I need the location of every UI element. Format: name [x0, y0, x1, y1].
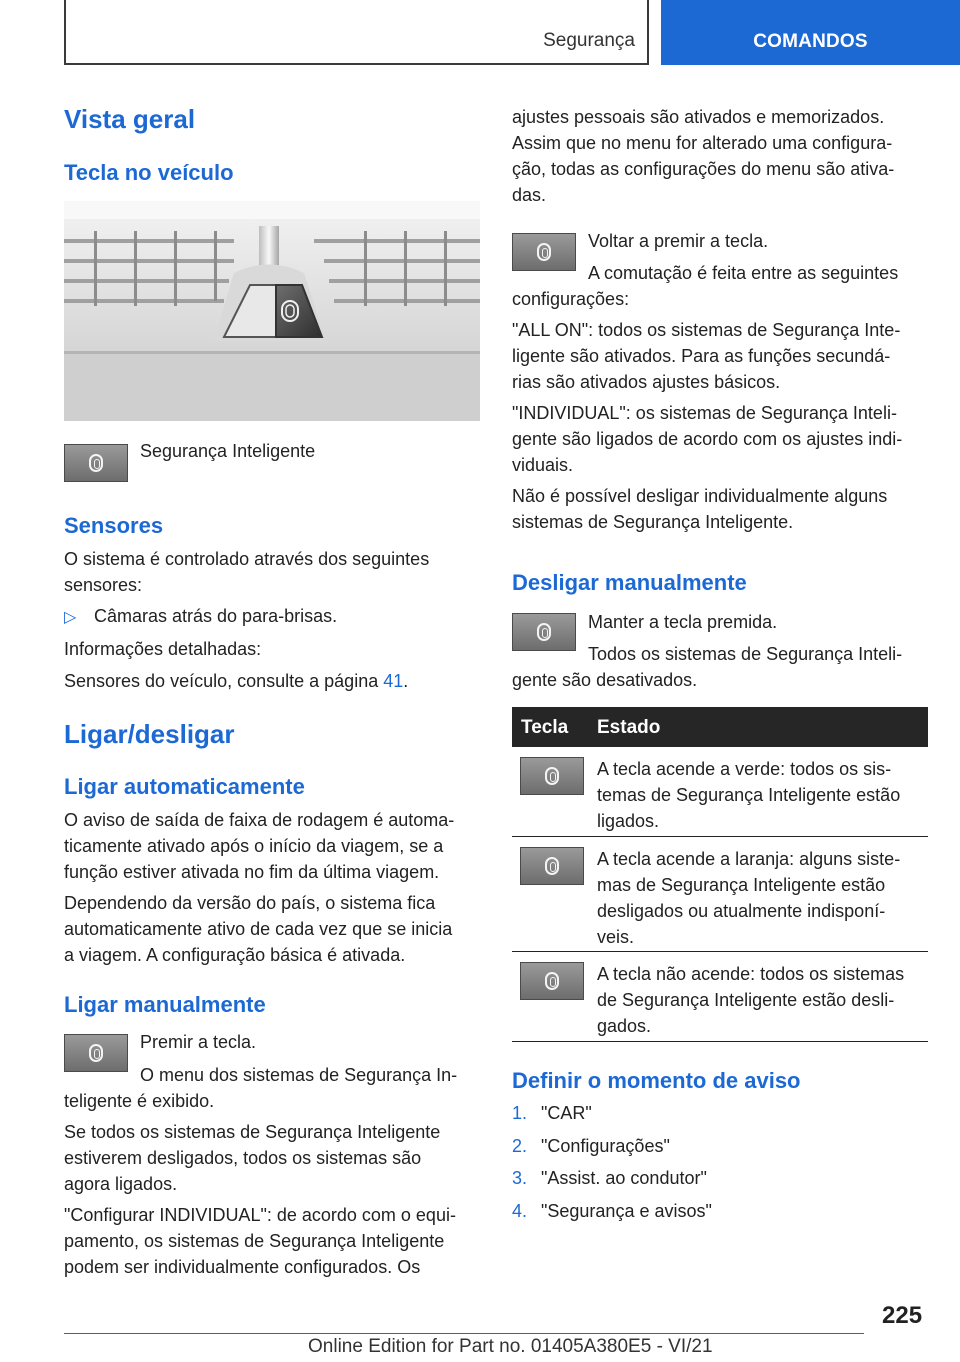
auto-paragraph-2-line-3: a viagem. A configuração básica é ativada.: [64, 945, 406, 965]
section-title-on-off: Ligar/desligar: [64, 719, 235, 749]
manual-paragraph-3-line-1: Se todos os sistemas de Segurança Inteligente: [64, 1122, 441, 1142]
step-text-driver-assist[interactable]: "Assist. ao condutor": [541, 1168, 707, 1188]
press-again-line-2: A comutação é feita entre as seguintes: [588, 263, 899, 283]
step-text-car[interactable]: "CAR": [541, 1103, 592, 1123]
auto-paragraph-2-line-2: automaticamente ativo de cada vez que se inicia: [64, 919, 453, 939]
step-number: 1.: [512, 1103, 528, 1123]
page-number: 225: [882, 1302, 923, 1329]
row-line: de Segurança Inteligente estão desli-: [597, 990, 895, 1010]
sensors-text-line-1: O sistema é controlado através dos seguintes: [64, 549, 430, 569]
step-number: 4.: [512, 1201, 528, 1221]
table-header-status: Estado: [597, 717, 661, 738]
press-again-line-1: Voltar a premir a tecla.: [588, 231, 769, 251]
hold-key-line: Manter a tecla premida.: [588, 612, 778, 632]
safety-button-icon: [64, 444, 128, 482]
section-title-overview: Vista geral: [64, 104, 196, 134]
footer-edition-text: Online Edition for Part no. 01405A380E5 - VI/21: [308, 1336, 713, 1357]
auto-paragraph-2-line-1: Dependendo da versão do país, o sistema fica: [64, 893, 436, 913]
all-on-line-2: ligente são ativados. Para as funções secundá-: [512, 346, 891, 366]
subsection-title-auto: Ligar automaticamente: [64, 774, 305, 799]
safety-button-icon: [512, 233, 576, 271]
manual-paragraph-3-line-3: agora ligados.: [64, 1174, 178, 1194]
deactivated-line-2: gente são desativados.: [512, 670, 698, 690]
subsection-title-warning-time: Definir o momento de aviso: [512, 1068, 801, 1093]
row-line: mas de Segurança Inteligente estão: [597, 875, 886, 895]
table-row-text: [597, 961, 925, 1039]
deactivated-line-1: Todos os sistemas de Segurança Inteli-: [588, 644, 903, 664]
auto-paragraph-1-line-3: função estiver ativada no fim da última viagem.: [64, 862, 440, 882]
info-text-body: Sensores do veículo, consulte a página: [64, 671, 379, 691]
step-text-safety-warnings[interactable]: "Segurança e avisos": [541, 1201, 712, 1221]
bullet-item-camera: Câmaras atrás do para-brisas.: [94, 606, 338, 626]
individual-line-2: gente são ligados de acordo com os ajustes indi-: [512, 429, 903, 449]
bullet-triangle-icon: ▷: [64, 609, 77, 626]
not-possible-line-2: sistemas de Segurança Inteligente.: [512, 512, 794, 532]
individual-line-3: viduais.: [512, 455, 574, 475]
info-label: Informações detalhadas:: [64, 639, 262, 659]
info-text-period: .: [403, 671, 409, 691]
manual-paragraph-4-line-1: "Configurar INDIVIDUAL": de acordo com o equi-: [64, 1205, 456, 1225]
step-text-settings[interactable]: "Configurações": [541, 1136, 670, 1156]
info-text: [64, 668, 408, 694]
subsection-title-key: Tecla no veículo: [64, 160, 234, 185]
row-line: desligados ou atualmente indisponí-: [597, 901, 886, 921]
sensors-text-line-2: sensores:: [64, 575, 143, 595]
vehicle-key-photo: [64, 201, 480, 421]
safety-button-icon: [520, 757, 584, 795]
table-row: [512, 837, 928, 952]
subsection-title-manual-on: Ligar manualmente: [64, 992, 266, 1017]
page-reference-link[interactable]: 41: [383, 671, 404, 691]
step-number: 3.: [512, 1168, 528, 1188]
manual-step-menu-line-2: teligente é exibido.: [64, 1091, 215, 1111]
header-chapter-tab[interactable]: COMANDOS: [661, 0, 960, 65]
subsection-title-manual-off: Desligar manualmente: [512, 570, 747, 595]
safety-button-icon: [64, 1034, 128, 1072]
not-possible-line-1: Não é possível desligar individualmente alguns: [512, 486, 888, 506]
subsection-title-sensors: Sensores: [64, 513, 164, 538]
row-line: ligados.: [597, 811, 660, 831]
footer-divider: [64, 1333, 864, 1334]
header-frame: [64, 0, 649, 65]
continued-paragraph-line-3: ção, todas as configurações do menu são ativa-: [512, 159, 895, 179]
manual-step-press: Premir a tecla.: [140, 1032, 257, 1052]
auto-paragraph-1-line-2: ticamente ativado após o início da viagem, se a: [64, 836, 444, 856]
continued-paragraph-line-4: das.: [512, 185, 547, 205]
row-line: veis.: [597, 927, 635, 947]
auto-paragraph-1-line-1: O aviso de saída de faixa de rodagem é automa-: [64, 810, 455, 830]
key-status-table: [512, 707, 928, 1042]
icon-caption: Segurança Inteligente: [140, 441, 316, 461]
row-line: A tecla acende a verde: todos os sis-: [597, 759, 892, 779]
continued-paragraph-line-1: ajustes pessoais são ativados e memorizados.: [512, 107, 885, 127]
row-line: temas de Segurança Inteligente estão: [597, 785, 901, 805]
header-section-title: Segurança: [543, 30, 635, 51]
manual-paragraph-3-line-2: estiverem desligados, todos os sistemas são: [64, 1148, 422, 1168]
table-header: [512, 707, 928, 747]
table-row-text: [597, 846, 925, 950]
safety-button-icon: [520, 962, 584, 1000]
row-line: A tecla acende a laranja: alguns siste-: [597, 849, 901, 869]
row-line: gados.: [597, 1016, 652, 1036]
safety-button-icon: [520, 847, 584, 885]
table-row: [512, 747, 928, 837]
individual-line-1: "INDIVIDUAL": os sistemas de Segurança Inteli-: [512, 403, 897, 423]
table-row: [512, 952, 928, 1042]
manual-paragraph-4-line-3: podem ser individualmente configurados. Os: [64, 1257, 421, 1277]
all-on-line-3: rias são ativados ajustes básicos.: [512, 372, 781, 392]
step-number: 2.: [512, 1136, 528, 1156]
manual-paragraph-4-line-2: pamento, os sistemas de Segurança Inteligente: [64, 1231, 445, 1251]
manual-step-menu-line-1: O menu dos sistemas de Segurança In-: [140, 1065, 458, 1085]
table-row-text: [597, 756, 925, 834]
safety-button-icon: [512, 613, 576, 651]
table-header-key: Tecla: [521, 717, 569, 738]
all-on-line-1: "ALL ON": todos os sistemas de Segurança Inte-: [512, 320, 901, 340]
press-again-line-3: configurações:: [512, 289, 630, 309]
row-line: A tecla não acende: todos os sistemas: [597, 964, 905, 984]
continued-paragraph-line-2: Assim que no menu for alterado uma configura-: [512, 133, 893, 153]
